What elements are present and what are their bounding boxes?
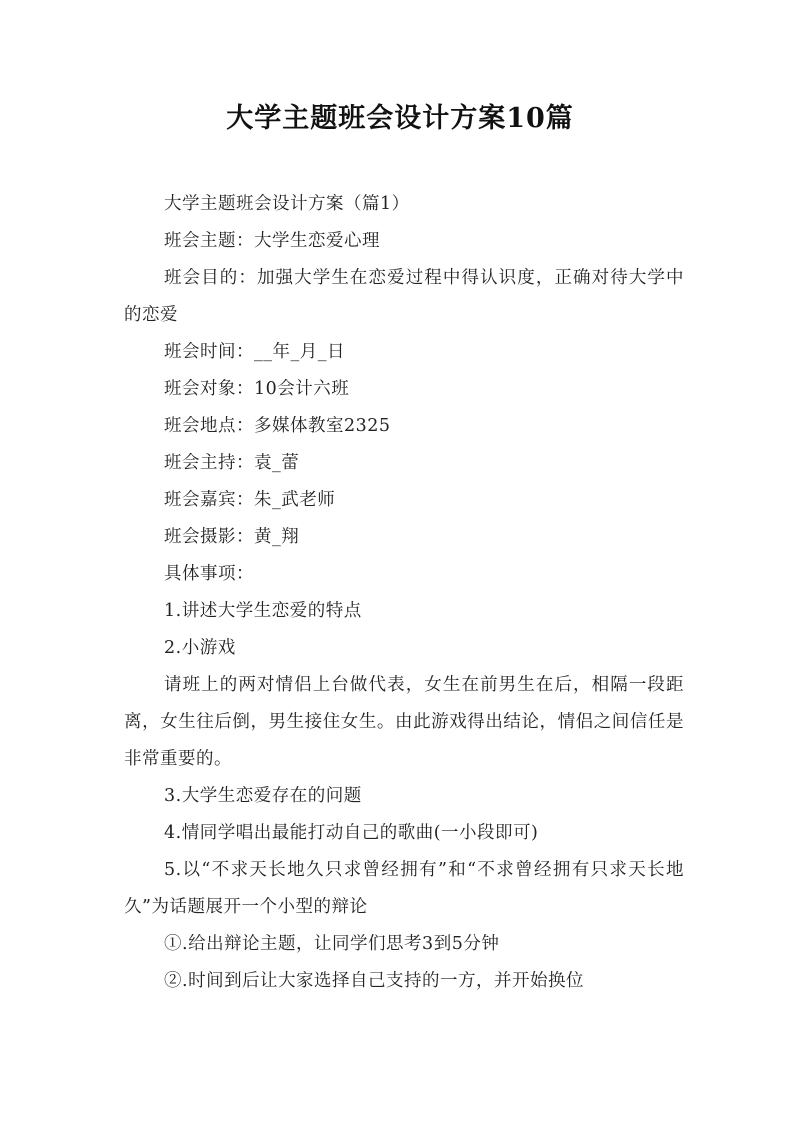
sub-list-item: ②.时间到后让大家选择自己支持的一方，并开始换位 — [164, 971, 585, 991]
paragraph-game-description: 请班上的两对情侣上台做代表，女生在前男生在后，相隔一段距离，女生往后倒，男生接住女生。由此游戏得出结论，情侣之间信任是非常重要的。 — [124, 675, 684, 769]
paragraph-time: 班会时间：__年_月_日 — [164, 342, 345, 362]
list-item: 1.讲述大学生恋爱的特点 — [164, 601, 362, 621]
list-item: 5.以“不求天长地久只求曾经拥有”和“不求曾经拥有只求天长地久”为话题展开一个小型的辩论 — [124, 860, 684, 917]
list-item: 2.小游戏 — [164, 638, 236, 658]
paragraph-details-heading: 具体事项： — [164, 564, 254, 584]
paragraph-guest: 班会嘉宾：朱_武老师 — [164, 490, 336, 510]
document-title: 大学主题班会设计方案10篇 — [226, 103, 574, 134]
document-body — [124, 186, 684, 1000]
paragraph-host: 班会主持：袁_蕾 — [164, 453, 300, 473]
list-item: 3.大学生恋爱存在的问题 — [164, 786, 362, 806]
list-item: 4.情同学唱出最能打动自己的歌曲(一小段即可) — [164, 823, 539, 843]
paragraph-audience: 班会对象：10会计六班 — [164, 379, 350, 399]
paragraph-photographer: 班会摄影：黄_翔 — [164, 527, 300, 547]
paragraph-heading: 大学主题班会设计方案（篇1） — [164, 194, 410, 214]
sub-list-item: ①.给出辩论主题，让同学们思考3到5分钟 — [164, 934, 500, 954]
paragraph-theme: 班会主题：大学生恋爱心理 — [164, 231, 380, 251]
paragraph-location: 班会地点：多媒体教室2325 — [164, 416, 391, 436]
paragraph-purpose: 班会目的：加强大学生在恋爱过程中得认识度，正确对待大学中的恋爱 — [124, 268, 684, 325]
